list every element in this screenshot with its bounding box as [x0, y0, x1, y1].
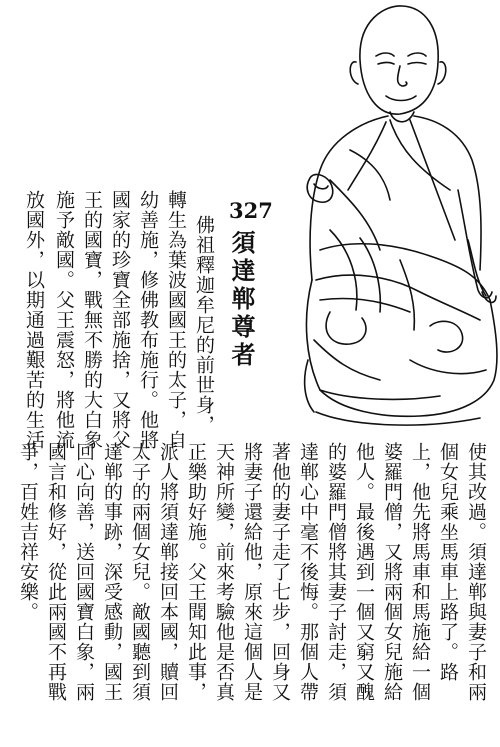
text-column: 著他的妻子走了七步，回身又	[269, 442, 291, 702]
text-column: 回心向善，送回國寶白象，兩	[73, 442, 95, 702]
text-column: 國言和修好，從此兩國不再戰	[45, 442, 67, 702]
text-column: 天神所變，前來考驗他是否真	[213, 442, 235, 702]
arhat-illustration	[290, 0, 500, 432]
text-column: 正樂助好施。父王聞知此事，	[185, 442, 207, 702]
text-column: 幼善施，修佛教布施行。他將	[137, 190, 159, 450]
text-column: 佛祖釋迦牟尼的前世身，	[193, 215, 215, 435]
text-column: 施予敵國。父王震怒，將他流	[53, 190, 75, 450]
text-column: 將妻子還給他，原來這個人是	[241, 442, 263, 702]
text-column: 轉生為葉波國國王的太子，自	[165, 190, 187, 450]
text-column: 達郸的事跡，深受感動，國王	[101, 442, 123, 702]
entry-number: 327	[229, 198, 273, 223]
text-column: 王的國寶，戰無不勝的大白象	[81, 190, 103, 450]
text-column: 放國外，以期通過艱苦的生活	[23, 190, 45, 450]
text-column: 上，他先將馬車和馬施給一個	[409, 442, 431, 702]
text-column: 個女兒乘坐馬車上路了。路	[437, 442, 459, 682]
text-column: 他人。最後遇到一個又窮又醜	[353, 442, 375, 702]
text-column: 太子的兩個女兒。敵國聽到須	[129, 442, 151, 702]
text-column: 達郸心中毫不後悔。那個人帶	[297, 442, 319, 702]
text-column: 婆羅門僧，又將兩個女兒施給	[381, 442, 403, 702]
text-column: 爭，百姓吉祥安樂。	[17, 442, 39, 622]
text-column: 國家的珍寶全部施捨，又將父	[109, 190, 131, 450]
text-column: 派人將須達郸接回本國，贖回	[157, 442, 179, 702]
text-column: 的婆羅門僧將其妻子討走，須	[325, 442, 347, 702]
text-column: 使其改過。須達郸與妻子和兩	[465, 442, 487, 702]
entry-title: 須達郸尊者	[227, 230, 256, 370]
